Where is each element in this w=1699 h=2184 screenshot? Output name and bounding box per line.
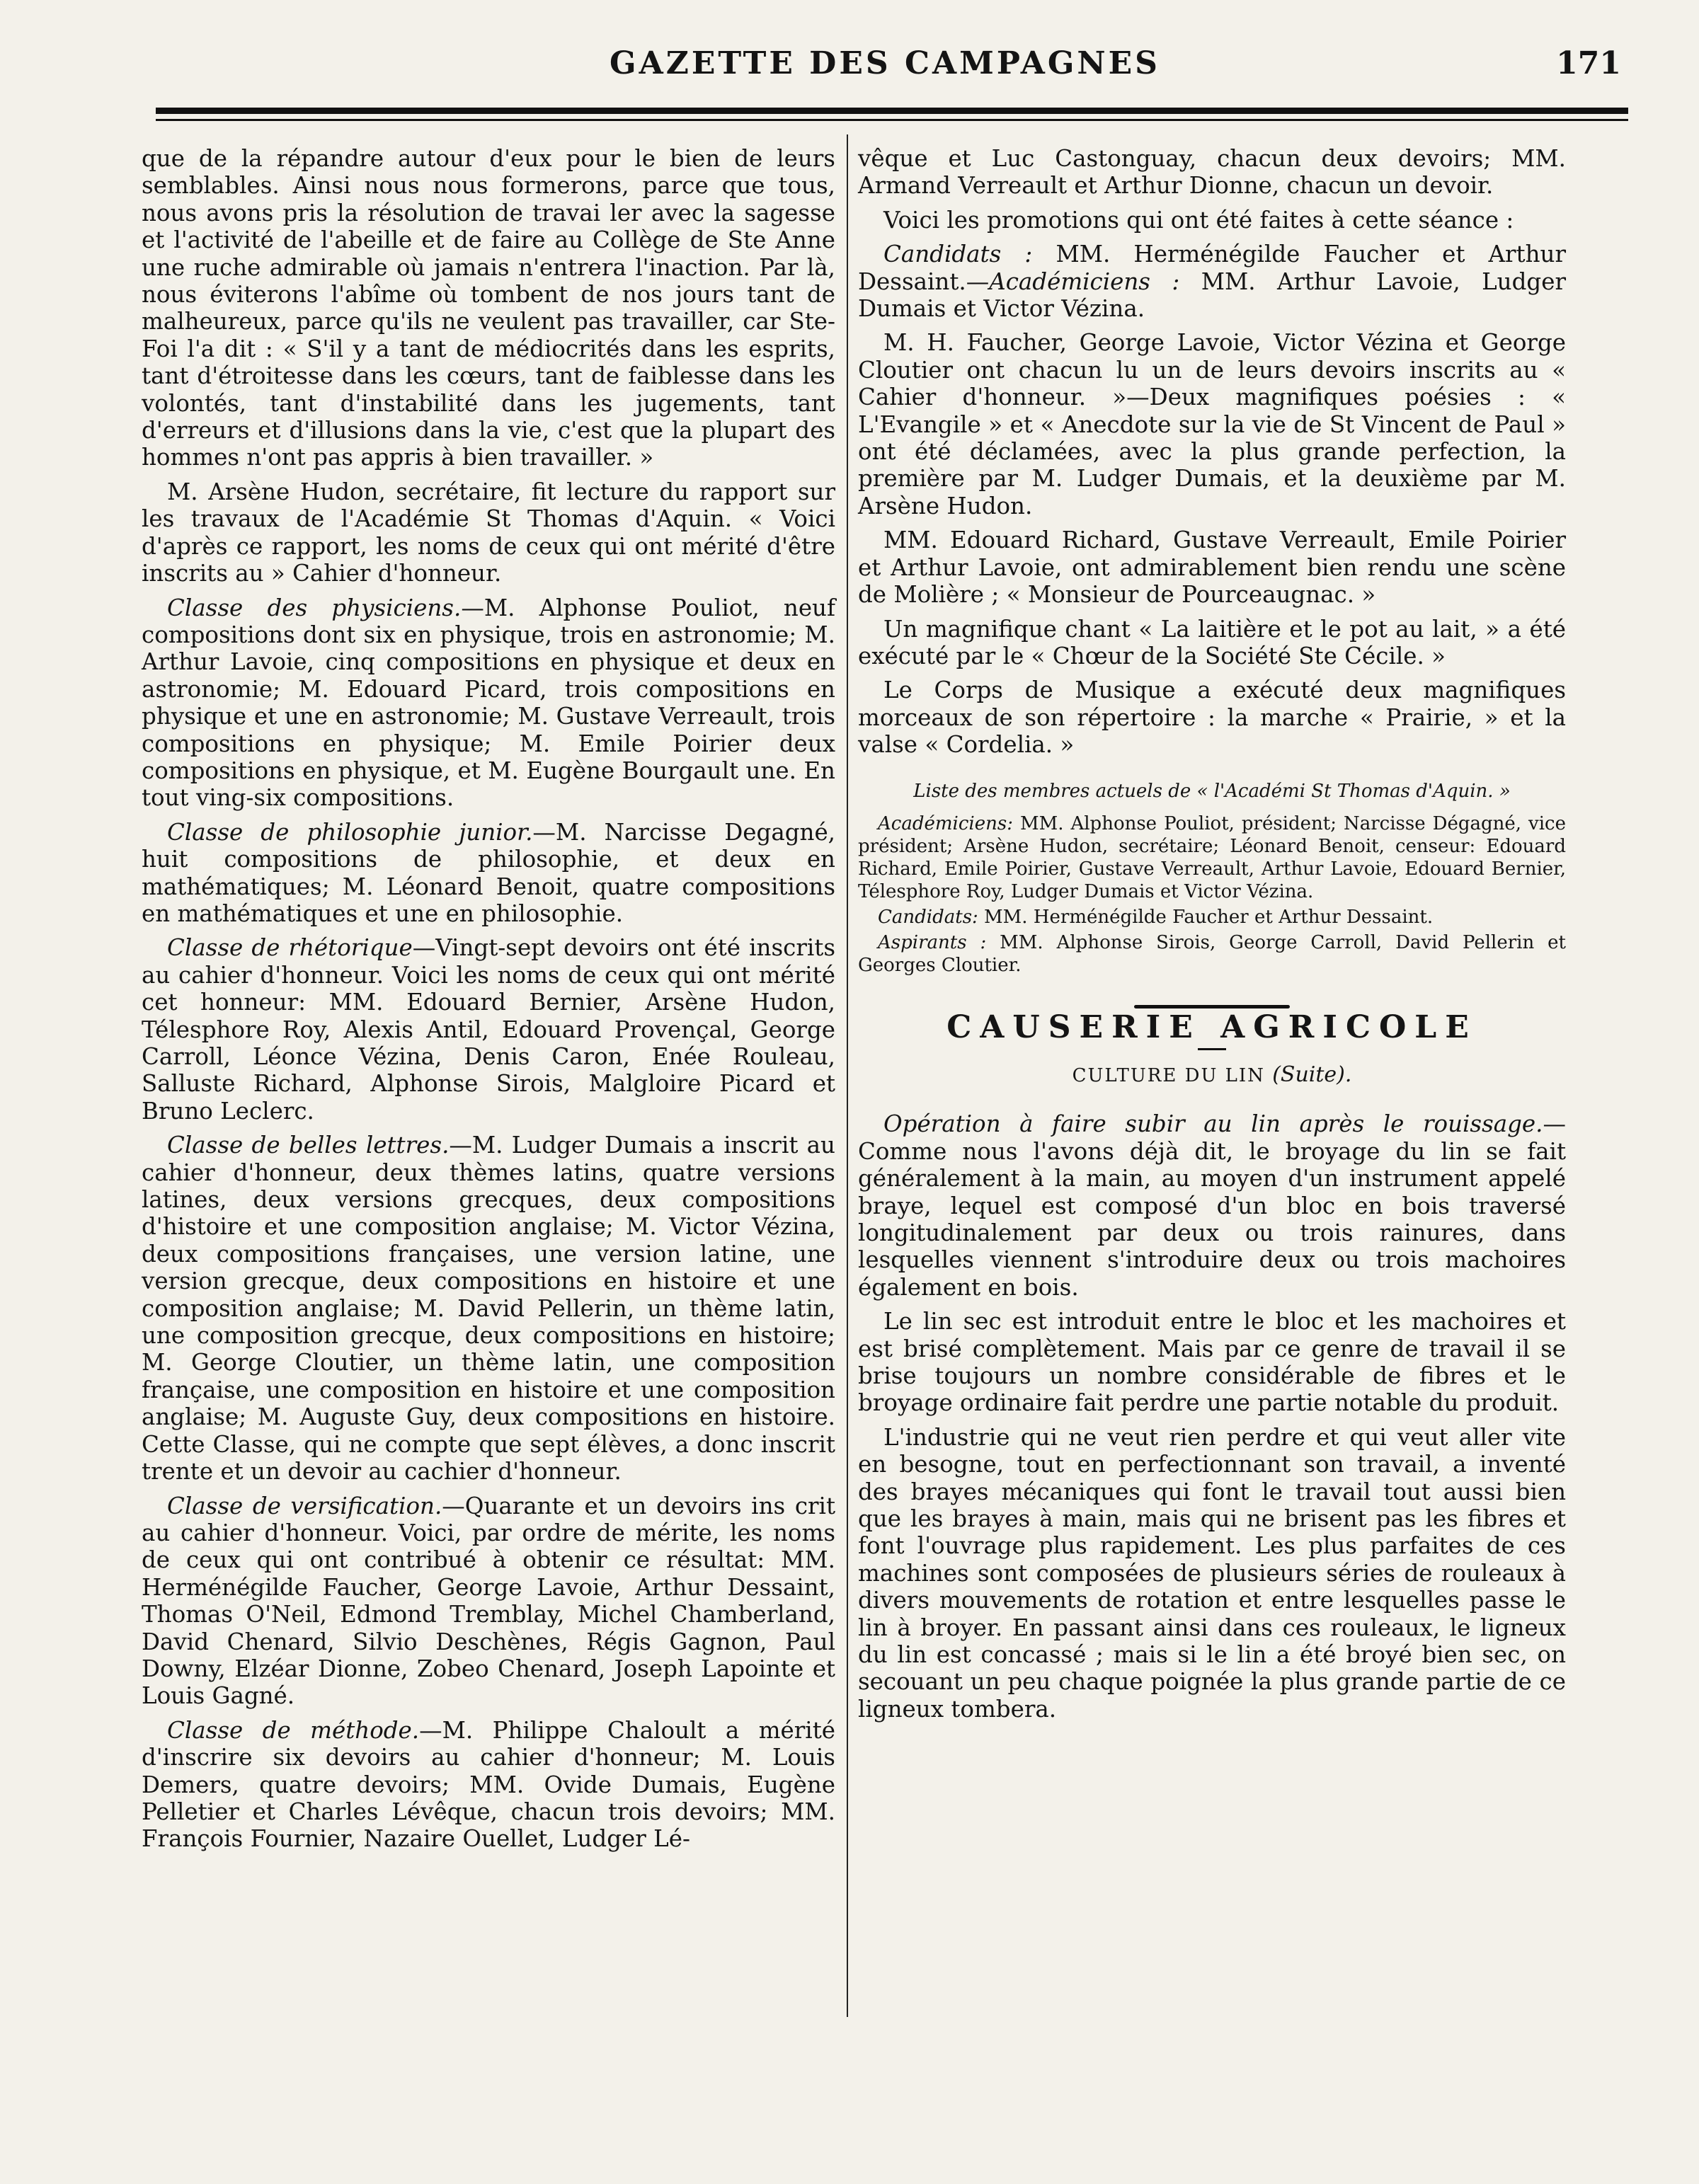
promotion-label: Académiciens : (989, 268, 1180, 295)
class-label: Classe de belles lettres. (167, 1132, 450, 1159)
paragraph-text: —M. Narcisse Degagné, huit compositions de philosophie, et deux en mathématiques; M. Léonard Benoit, quatre compositions en mathématiques et une en philosophie. (142, 818, 836, 927)
members-list-title: Liste des membres actuels de « l'Académi St Thomas d'Aquin. » (913, 780, 1511, 802)
paragraph (858, 241, 1566, 322)
members-entry (858, 812, 1566, 903)
paragraph: MM. Edouard Richard, Gustave Verreault, Emile Poirier et Arthur Lavoie, ont admirablement bien rendu une scène de Molière ; « Monsieur de Pourceaugnac. » (858, 527, 1566, 609)
paragraph (142, 1717, 835, 1853)
publication-title: GAZETTE DES CAMPAGNES (610, 45, 1160, 81)
paragraph: Un magnifique chant « La laitière et le pot au lait, » a été exécuté par le « Chœur de la Société Ste Cécile. » (858, 615, 1566, 669)
heading-dash (1198, 1048, 1226, 1050)
class-label: Classe de philosophie junior. (167, 818, 533, 846)
paragraph-text: —Vingt-sept devoirs ont été inscrits au cahier d'honneur. Voici les noms de ceux qui ont mérité cet honneur: MM. Edouard Bernier, Arsène Hudon, Télesphore Roy, Alexis Antil, Edouard Provençal, George Carroll, Léonce Vézina, Denis Caron, Enée Rouleau, Salluste Richard, Alphonse Sirois, Malgloire Picard et Bruno Leclerc. (142, 934, 835, 1125)
section-heading: CAUSERIE AGRICOLE (946, 1008, 1477, 1045)
paragraph: que de la répandre autour d'eux pour le bien de leurs semblables. Ainsi nous nous formerons, parce que tous, nous avons pris la résolution de travai ler avec la sagesse et l'activité de l'abeille et de faire au Collège de Ste Anne une ruche admirable où jamais n'entrera l'inaction. Par là, nous éviterons l'abîme où tombent de nos jours tant de malheureux, parce qu'ils ne veulent pas travailler, car Ste-Foi l'a dit : « S'il y a tant de médiocrités dans les esprits, tant d'étroitesse dans les cœurs, tant de faiblesse dans les volontés, tant d'instabilité dans les jugements, tant d'erreurs et d'illusions dans la vie, c'est que la plupart des hommes n'ont pas appris à bien travailler. » (142, 145, 835, 471)
right-column (858, 145, 1566, 1730)
paragraph (142, 819, 835, 928)
members-entry (858, 906, 1566, 929)
paragraph-text: —M. Alphonse Pouliot, neuf compositions dont six en physique, trois en astronomie; M. Arthur Lavoie, cinq compositions en physique et deux en astronomie; M. Edouard Picard, trois compositions en physique et une en astronomie; M. Gustave Verreault, trois compositions en physique; M. Emile Poirier deux compositions en physique, et M. Eugène Bourgault une. En tout ving-six compositions. (142, 594, 836, 812)
members-text: MM. Herménégilde Faucher et Arthur Dessaint. (978, 906, 1434, 928)
header-rule-thin (156, 119, 1628, 121)
members-list (858, 780, 1566, 977)
paragraph: L'industrie qui ne veut rien perdre et qui veut aller vite en besogne, tout en perfectionnant son travail, a inventé des brayes mécaniques qui font le travail tout aussi bien que les brayes à main, mais qui ne brisent pas les fibres et font l'ouvrage plus rapidement. Les plus parfaites de ces machines sont composées de plusieurs séries de rouleaux à divers mouvements de rotation et entre lesquelles passe le lin à broyer. En passant ainsi dans ces rouleaux, le ligneux du lin est concassé ; mais si le lin a été broyé bien sec, on secouant un peu chaque poignée la plus grande partie de ce ligneux tombera. (858, 1423, 1566, 1723)
paragraph (142, 594, 835, 812)
subheading-text: CULTURE DU LIN (1072, 1064, 1265, 1086)
paragraph-text: MM. Arthur Lavoie, Ludger Dumais et Victor Vézina. (858, 268, 1566, 323)
paragraph (142, 934, 835, 1125)
paragraph-lead: Opération à faire subir au lin après le rouissage. (883, 1110, 1543, 1138)
class-label: Classe de rhétorique (167, 934, 413, 962)
left-column (142, 145, 835, 1860)
members-text: MM. Alphonse Sirois, George Carroll, David Pellerin et Georges Cloutier. (858, 931, 1566, 976)
members-label: Académiciens: (878, 812, 1013, 834)
paragraph: M. H. Faucher, George Lavoie, Victor Vézina et George Cloutier ont chacun lu un de leurs devoirs inscrits au « Cahier d'honneur. »—Deux magnifiques poésies : « L'Evangile » et « Anecdote sur la vie de St Vincent de Paul » ont été déclamées, avec la plus grande perfection, la première par M. Ludger Dumais, et la deuxième par M. Arsène Hudon. (858, 329, 1566, 519)
causerie-heading-block (858, 1005, 1566, 1090)
paragraph: Le lin sec est introduit entre le bloc et les machoires et est brisé complètement. Mais par ce genre de travail il se brise toujours un nombre considérable de fibres et le broyage ordinaire fait perdre une partie notable du produit. (858, 1308, 1566, 1417)
paragraph (858, 1110, 1566, 1301)
header-rule-thick (156, 108, 1628, 114)
paragraph-text: —M. Philippe Chaloult a mérité d'inscrire six devoirs au cahier d'honneur; M. Louis Demers, quatre devoirs; MM. Ovide Dumais, Eugène Pelletier et Charles Lévêque, chacun trois devoirs; MM. François Fournier, Nazaire Ouellet, Ludger Lé- (142, 1716, 835, 1853)
paragraph: vêque et Luc Castonguay, chacun deux devoirs; MM. Armand Verreault et Arthur Dionne, chacun un devoir. (858, 145, 1566, 200)
column-divider (847, 134, 848, 2017)
members-label: Aspirants : (878, 931, 987, 953)
promotion-label: Candidats : (883, 241, 1033, 268)
paragraph-text: —Quarante et un devoirs ins crit au cahier d'honneur. Voici, par ordre de mérite, les noms de ceux qui ont contribué à obtenir ce résultat: MM. Herménégilde Faucher, George Lavoie, Arthur Dessaint, Thomas O'Neil, Edmond Tremblay, Michel Chamberland, David Chenard, Silvio Deschènes, Régis Gagnon, Paul Downy, Elzéar Dionne, Zobeo Chenard, Joseph Lapointe et Louis Gagné. (142, 1492, 836, 1710)
paragraph-text: — Comme nous l'avons déjà dit, le broyage du lin se fait généralement à la main, au moyen d'un instrument appelé braye, lequel est composé d'un bloc en bois traversé longitudinalement par deux ou trois rainures, dans lesquelles viennent s'introduire deux ou trois machoires également en bois. (858, 1110, 1566, 1301)
class-label: Classe de méthode. (167, 1716, 420, 1744)
members-label: Candidats: (878, 906, 978, 928)
paragraph (142, 1132, 835, 1485)
members-entry (858, 931, 1566, 977)
paragraph: Voici les promotions qui ont été faites à cette séance : (883, 206, 1514, 234)
members-text: MM. Alphonse Pouliot, président; Narcisse Dégagné, vice président; Arsène Hudon, secrétaire; Léonard Benoit, censeur: Edouard Richard, Emile Poirier, Gustave Verreault, Arthur Lavoie, Edouard Bernier, Télesphore Roy, Ludger Dumais et Victor Vézina. (858, 812, 1566, 902)
page-number: 171 (1556, 45, 1621, 81)
section-subheading (858, 1062, 1566, 1089)
ornament-rule (1134, 1005, 1290, 1008)
paragraph-text: MM. Herménégilde Faucher et Arthur Dessaint.— (858, 241, 1566, 295)
class-label: Classe de versification. (167, 1492, 442, 1519)
paragraph-text: —M. Ludger Dumais a inscrit au cahier d'honneur, deux thèmes latins, quatre versions latines, deux versions grecques, deux compositions d'histoire et une composition anglaise; M. Victor Vézina, deux compositions françaises, une version latine, une version grecque, deux compositions en histoire et une composition anglaise; M. David Pellerin, un thème latin, une composition grecque, deux compositions en histoire; M. George Cloutier, un thème latin, une composition française, une composition en histoire et une composition anglaise; M. Auguste Guy, deux compositions en histoire. Cette Classe, qui ne compte que sept élèves, a donc inscrit trente et un devoir au cachier d'honneur. (142, 1132, 835, 1485)
paragraph: M. Arsène Hudon, secrétaire, fit lecture du rapport sur les travaux de l'Académie St Thomas d'Aquin. « Voici d'après ce rapport, les noms de ceux qui ont mérité d'être inscrits au » Cahier d'honneur. (142, 478, 835, 587)
class-label: Classe des physiciens. (167, 594, 462, 621)
running-head (149, 41, 1621, 91)
paragraph: Le Corps de Musique a exécuté deux magnifiques morceaux de son répertoire : la marche « Prairie, » et la valse « Cordelia. » (858, 677, 1566, 759)
paragraph (142, 1493, 835, 1710)
subheading-suite: (Suite). (1272, 1062, 1352, 1087)
